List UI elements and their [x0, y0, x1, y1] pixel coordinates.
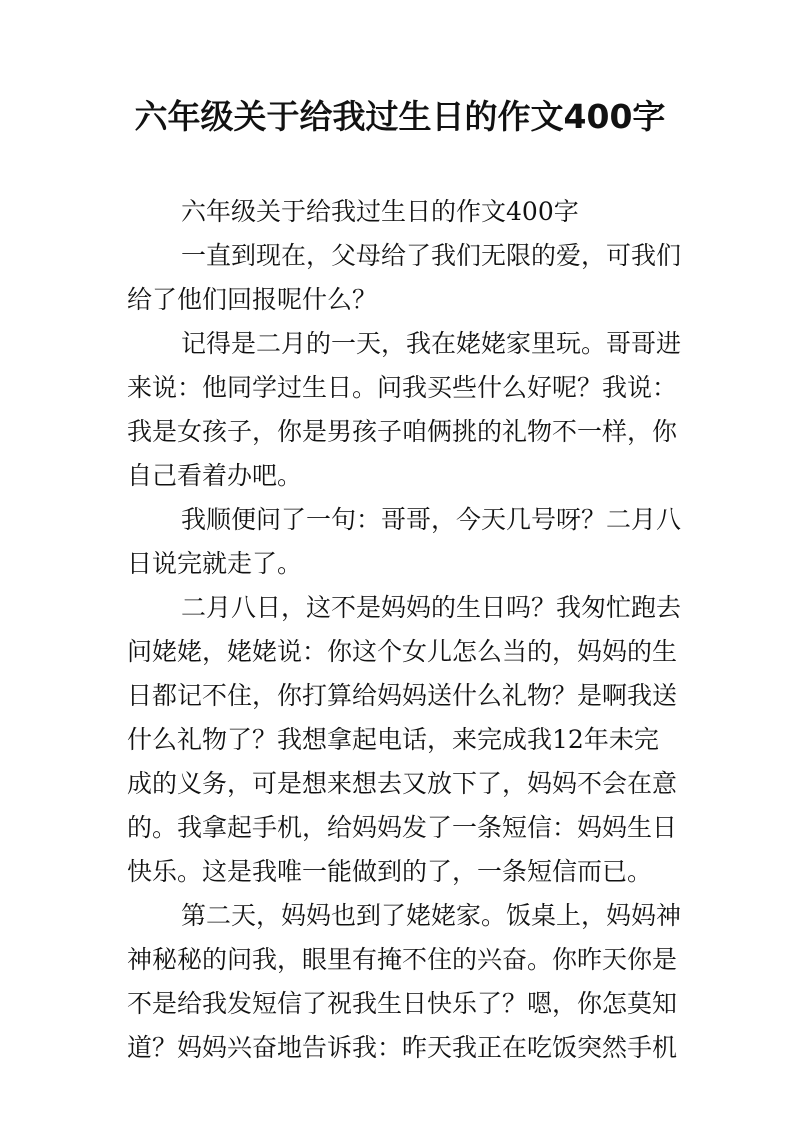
- paragraph-1: [127, 190, 667, 234]
- paragraph-line: 问姥姥，姥姥说：你这个女儿怎么当的，妈妈的生: [127, 637, 678, 666]
- paragraph-line: 道？妈妈兴奋地告诉我：昨天我正在吃饭突然手机: [127, 1033, 678, 1062]
- paragraph-line: 成的义务，可是想来想去又放下了，妈妈不会在意: [127, 769, 678, 798]
- paragraph-line: 我顺便问了一句：哥哥，今天几号呀？二月八: [181, 505, 682, 534]
- paragraph-6: [127, 894, 682, 1070]
- paragraph-line: 来说：他同学过生日。问我买些什么好呢？我说：: [127, 373, 678, 402]
- paragraph-4: [127, 498, 682, 586]
- paragraph-line: 不是给我发短信了祝我生日快乐了？嗯，你怎莫知: [127, 989, 678, 1018]
- paragraph-line: 什么礼物了？我想拿起电话，来完成我12年未完: [127, 725, 659, 754]
- paragraph-line: 第二天，妈妈也到了姥姥家。饭桌上，妈妈神: [181, 901, 682, 930]
- paragraph-line: 六年级关于给我过生日的作文400字: [181, 197, 579, 226]
- paragraph-line: 一直到现在，父母给了我们无限的爱，可我们: [181, 241, 682, 270]
- paragraph-line: 的。我拿起手机，给妈妈发了一条短信：妈妈生日: [127, 813, 678, 842]
- paragraph-line: 我是女孩子，你是男孩子咱俩挑的礼物不一样，你: [127, 417, 678, 446]
- document-body: [127, 190, 682, 1070]
- paragraph-line: 神秘秘的问我，眼里有掩不住的兴奋。你昨天你是: [127, 945, 678, 974]
- paragraph-line: 日说完就走了。: [127, 549, 303, 578]
- paragraph-line: 二月八日，这不是妈妈的生日吗？我匆忙跑去: [181, 593, 682, 622]
- paragraph-line: 日都记不住，你打算给妈妈送什么礼物？是啊我送: [127, 681, 678, 710]
- paragraph-line: 快乐。这是我唯一能做到的了，一条短信而已。: [127, 857, 653, 886]
- paragraph-line: 给了他们回报呢什么？: [127, 285, 378, 314]
- paragraph-line: 自己看着办吧。: [127, 461, 303, 490]
- paragraph-5: [127, 586, 682, 894]
- paragraph-line: 记得是二月的一天，我在姥姥家里玩。哥哥进: [181, 329, 682, 358]
- document-title: 六年级关于给我过生日的作文400字: [134, 97, 666, 136]
- paragraph-3: [127, 322, 682, 498]
- paragraph-2: [127, 234, 682, 322]
